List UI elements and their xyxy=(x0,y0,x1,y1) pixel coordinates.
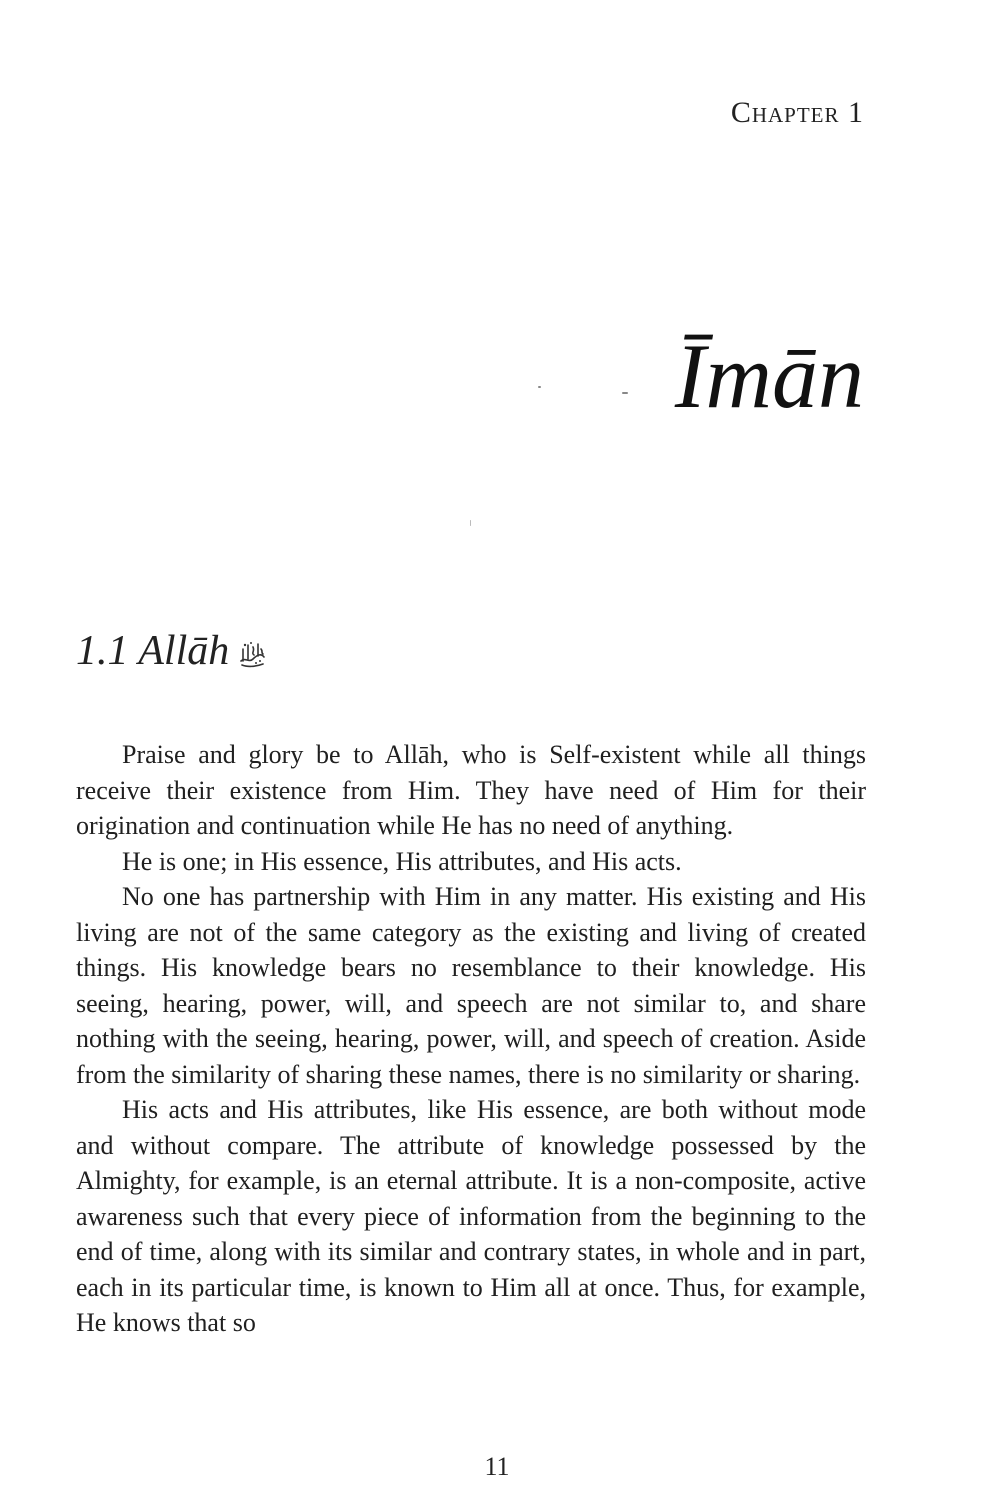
body-text xyxy=(76,737,866,1341)
section-heading xyxy=(76,630,267,672)
chapter-title: Īmān xyxy=(674,325,864,427)
paragraph: His acts and His attributes, like His essence, are both without mode and without compare. The attribute of knowledge possessed by the Almighty, for example, is an eternal attribute. It is a non-composite, active awareness such that every piece of information from the beginning to the end of time, along with its similar and contrary states, in whole and in part, each in its particular time, is known to Him all at once. Thus, for example, He knows that so xyxy=(76,1095,866,1337)
print-speck xyxy=(622,392,628,394)
paragraph: No one has partnership with Him in any matter. His existing and His living are not of the same category as the existing and living of created things. His knowledge bears no resemblance to their knowledge. His seeing, hearing, power, will, and speech are not similar to, and share nothing with the seeing, hearing, power, will, and speech of creation. Aside from the similarity of sharing these names, there is no similarity or sharing. xyxy=(76,882,866,1089)
print-speck xyxy=(470,520,471,526)
page-number: 11 xyxy=(484,1452,510,1481)
paragraph: Praise and glory be to Allāh, who is Self-existent while all things receive their existence from Him. They have need of Him for their origination and continuation while He has no need of anything. xyxy=(76,740,866,840)
chapter-label: Chapter 1 xyxy=(730,96,864,129)
paragraph: He is one; in His essence, His attributes, and His acts. xyxy=(122,846,682,876)
arabic-calligraphy-honorific-icon xyxy=(237,635,267,665)
section-heading-text: 1.1 Allāh xyxy=(76,628,230,674)
print-speck xyxy=(538,386,541,388)
